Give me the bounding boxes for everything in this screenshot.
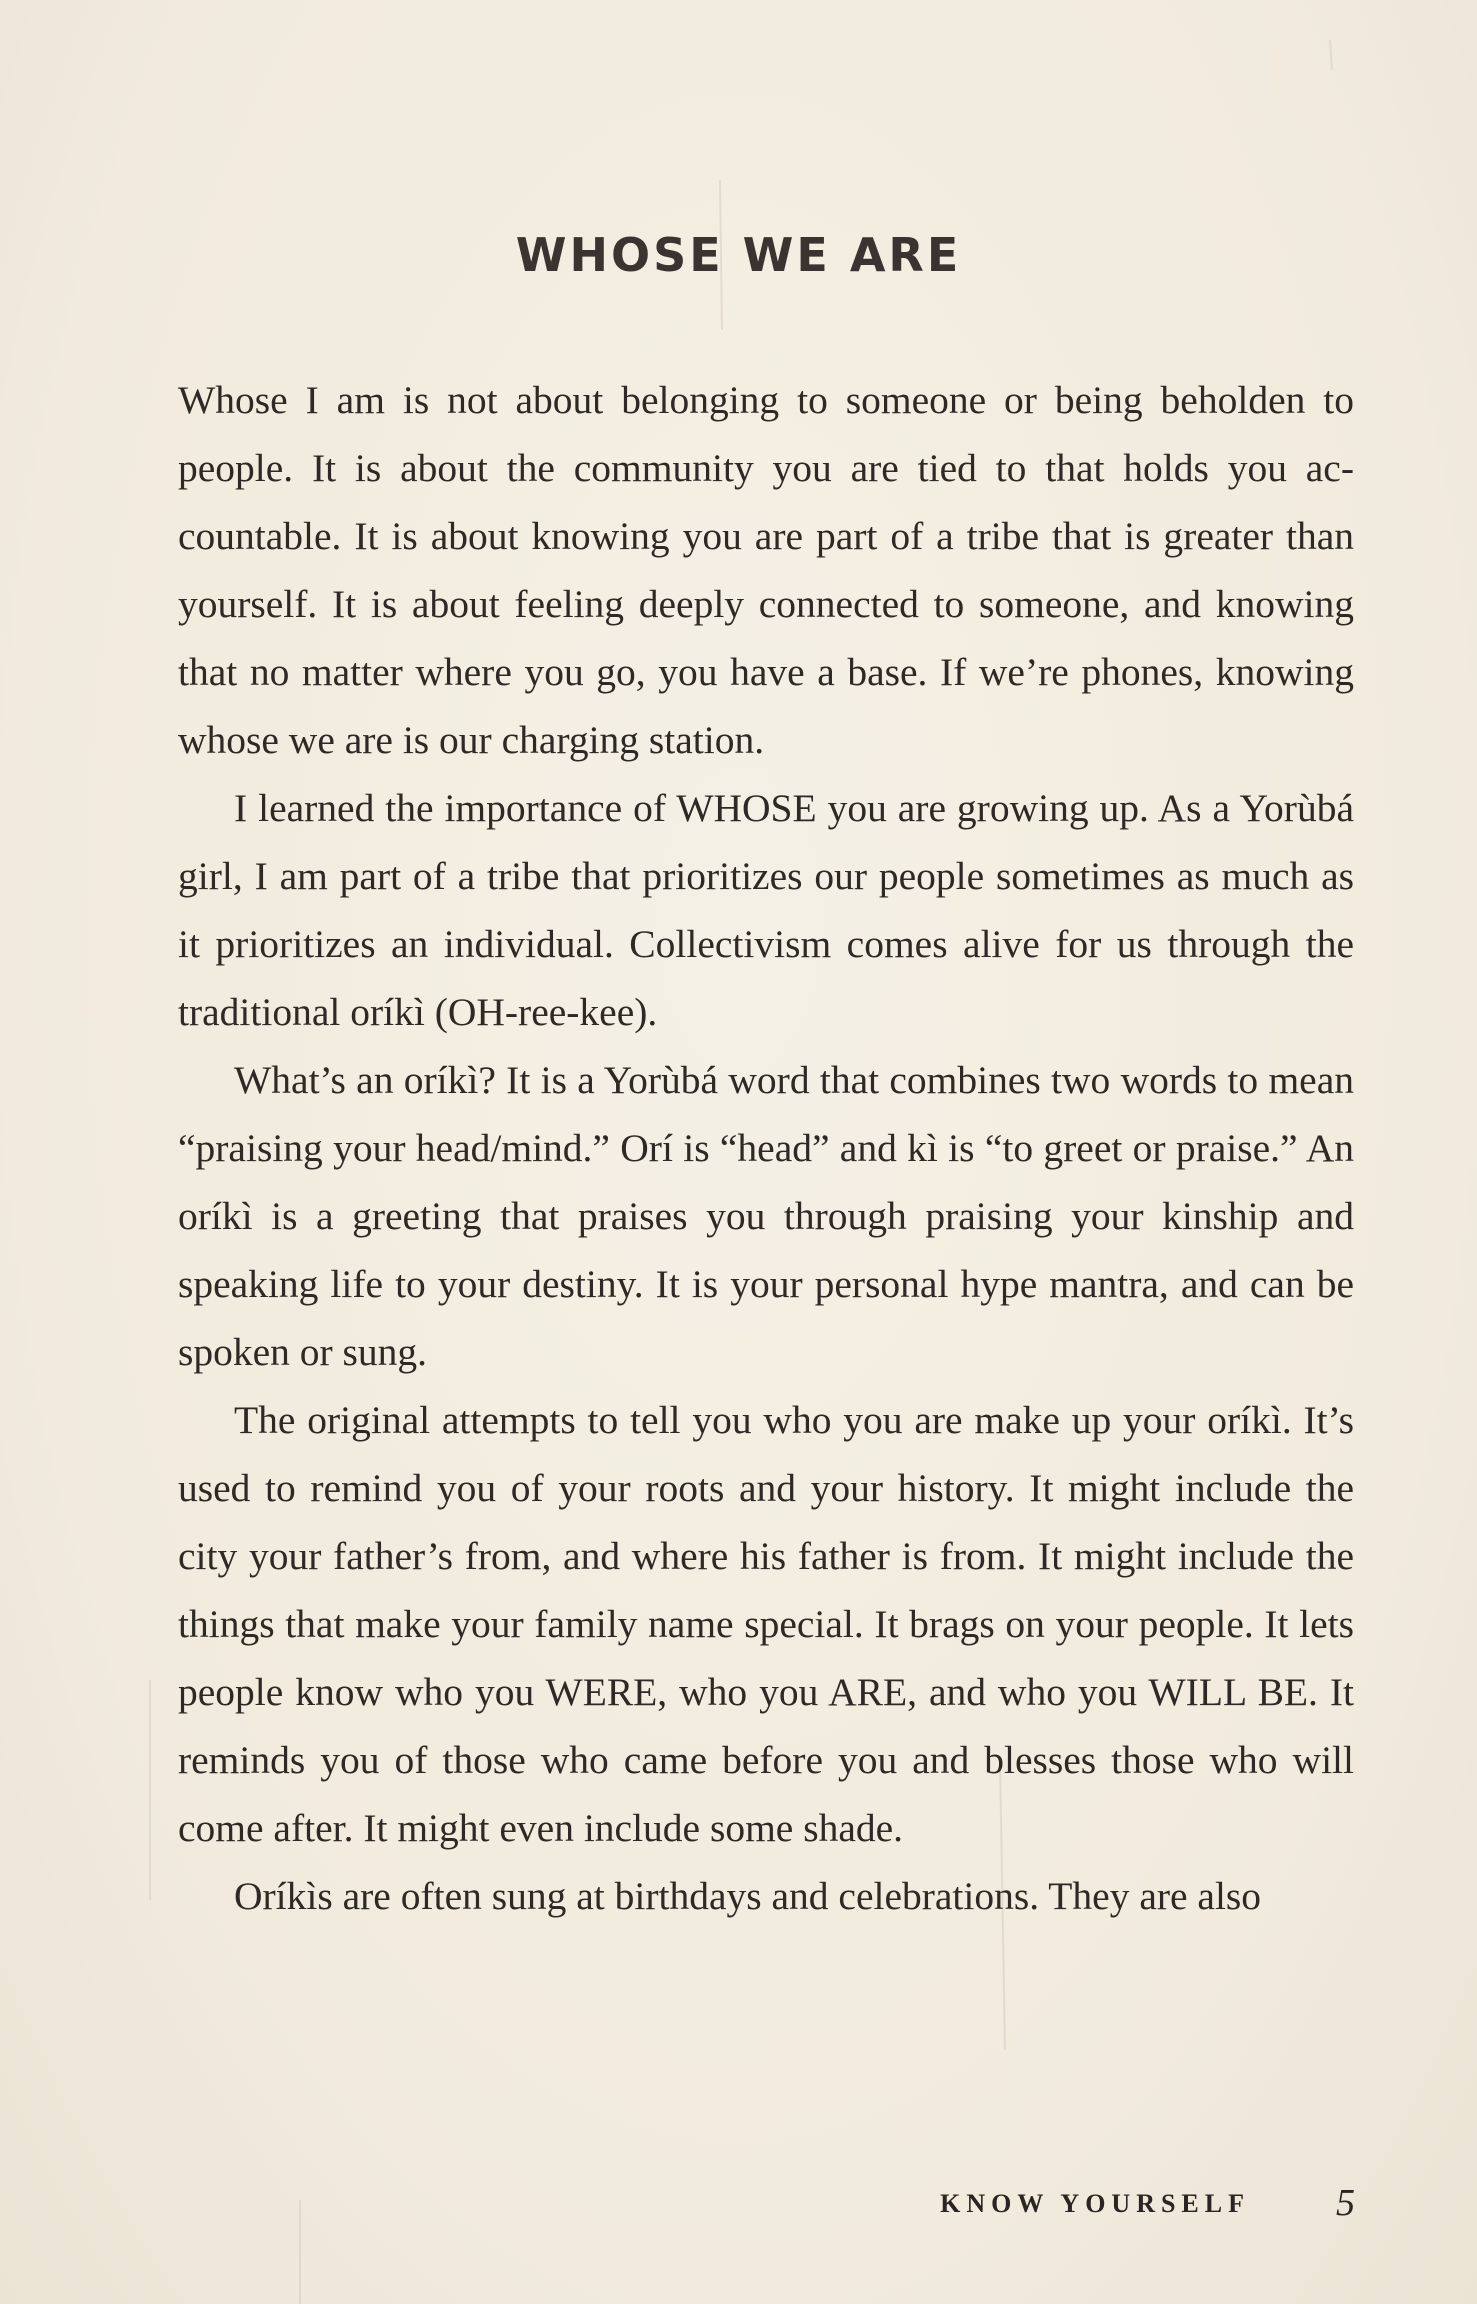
page-number: 5 bbox=[1336, 2182, 1355, 2224]
paragraph-1: Whose I am is not about belonging to someone or being beholden to people. It is about the community you are tied to that holds you accountable. It is about knowing you are part of a tribe that is greater than yourself. It is about feeling deeply connected to someone, and knowing that no matter where you go, you have a base. If we’re phones, knowing whose we are is our charging station. bbox=[178, 378, 1354, 762]
page-footer bbox=[0, 2182, 1477, 2225]
running-head: KNOW YOURSELF bbox=[940, 2189, 1250, 2218]
paragraph-5: Oríkìs are often sung at birthdays and celebrations. They are also bbox=[234, 1874, 1262, 1918]
paragraph-3: What’s an oríkì? It is a Yorùbá word that combines two words to mean “praising your head/mind.” Orí is “head” and kì is “to greet or praise.” An oríkì is a greeting that praises you through praising your kinship and speaking life to your destiny. It is your personal hype mantra, and can be spoken or sung. bbox=[178, 1058, 1354, 1374]
paragraph-4: The original attempts to tell you who you are make up your oríkì. It’s used to remind you of your roots and your history. It might include the city your father’s from, and where his father is from. It might include the things that make your family name special. It brags on your people. It lets people know who you WERE, who you ARE, and who you WILL BE. It reminds you of those who came before you and blesses those who will come after. It might even include some shade. bbox=[178, 1398, 1354, 1850]
body-text bbox=[178, 366, 1354, 1930]
section-heading: WHOSE WE ARE bbox=[515, 228, 962, 282]
paragraph-2: I learned the importance of WHOSE you are growing up. As a Yorùbá girl, I am part of a tribe that prioritizes our people sometimes as much as it prioritizes an individual. Collectivism comes alive for us through the traditional oríkì (OH-ree-kee). bbox=[178, 786, 1354, 1034]
